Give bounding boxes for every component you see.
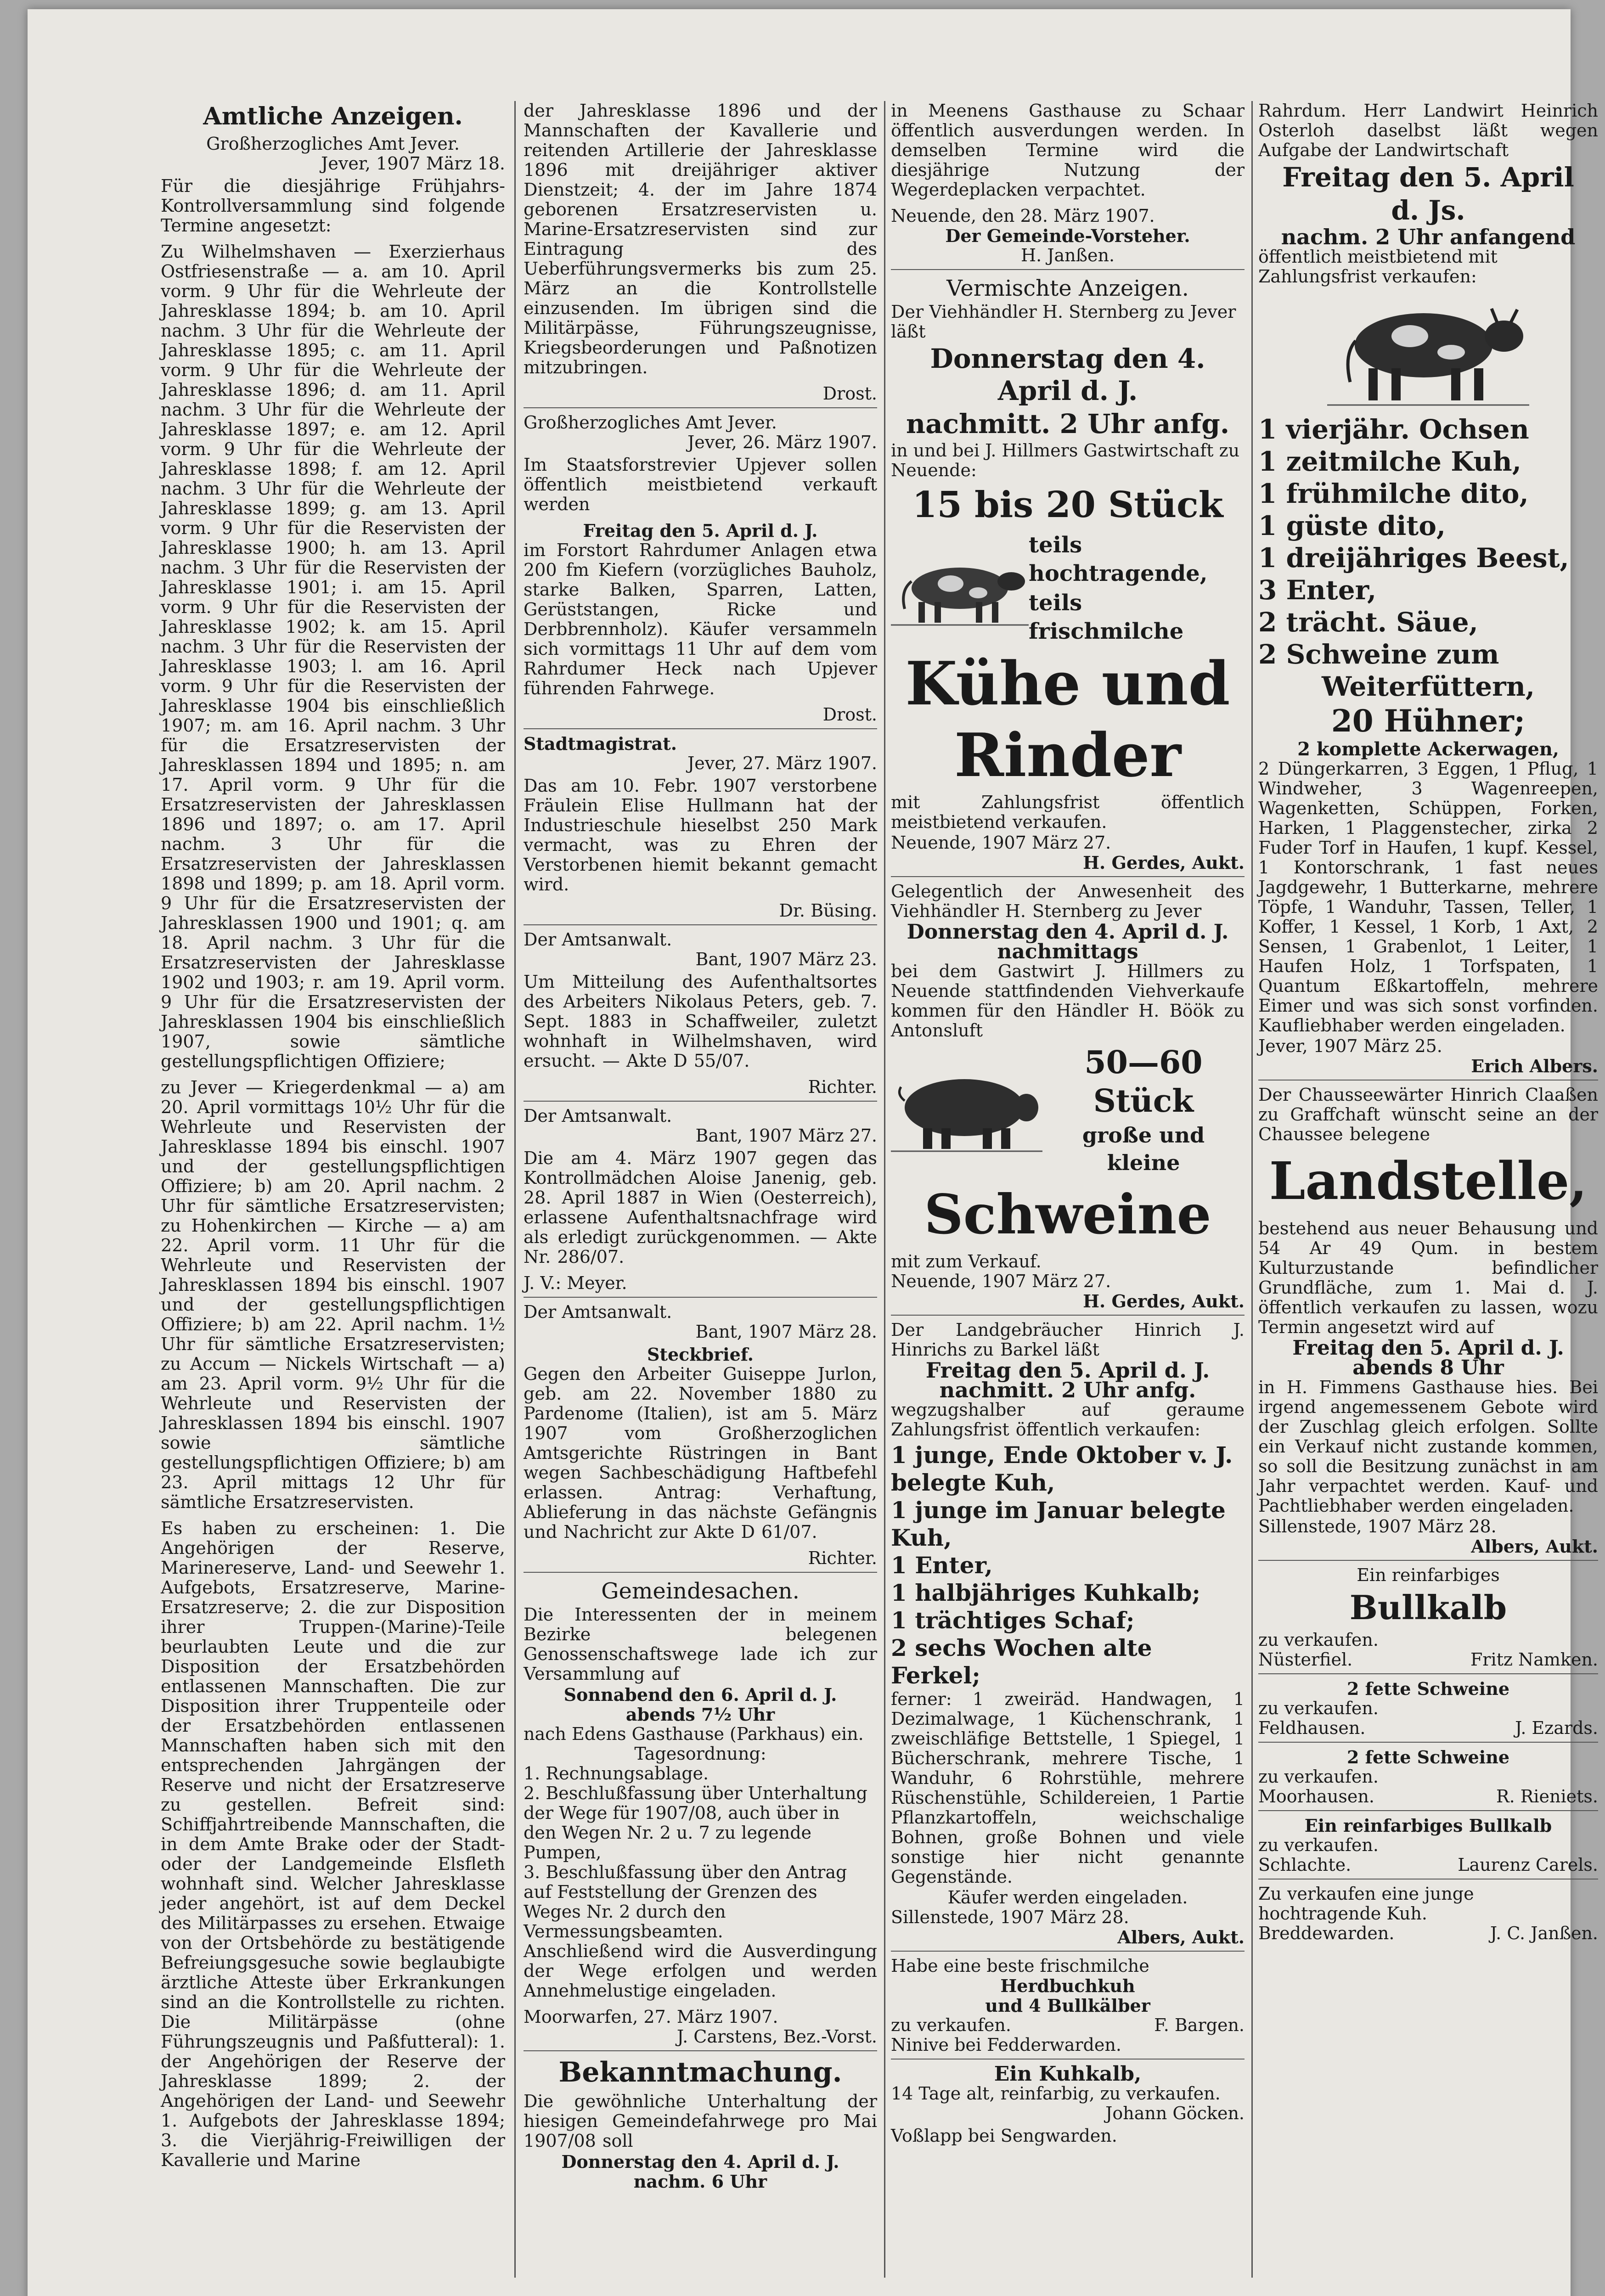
ad-signature: J. Ezards. [1515, 1718, 1598, 1738]
ad-when: nachm. 2 Uhr anfangend [1281, 225, 1576, 249]
ad-place: Moorhausen. [1258, 1786, 1374, 1806]
ad-text: wegzugshalber auf geraume Zahlungsfrist öffentlich verkaufen: [891, 1400, 1245, 1440]
ad-date: Sillenstede, 1907 März 28. [1258, 1516, 1497, 1536]
newspaper-page [28, 9, 1598, 2296]
ad-side-line: große und kleine [1082, 1123, 1205, 1175]
agenda-item: 2. Beschlußfassung über Unterhaltung der Wege für 1907/08, auch über in den Wegen Nr. 2 u. 7 zu legende Pumpen, [524, 1783, 867, 1863]
ad-item: 1 dreijähriges Beest, [1258, 542, 1569, 574]
notice-date: Bant, 1907 März 23. [695, 949, 877, 969]
ad-item: 20 Hühner; [1331, 703, 1526, 739]
ad-signature: Albers, Aukt. [1117, 1927, 1245, 1947]
ad-when: abends 8 Uhr [1352, 1356, 1504, 1379]
separator [891, 1951, 1245, 1952]
ad-headline: Bullkalb [1349, 1588, 1507, 1627]
section-heading: Vermischte Anzeigen. [946, 276, 1189, 301]
notice-when: Freitag den 5. April d. J. [583, 520, 818, 541]
ad-item: 2 Schweine zum [1258, 639, 1499, 670]
notice-heading: Der Amtsanwalt. [524, 1106, 672, 1126]
ad-headline: Landstelle, [1269, 1151, 1588, 1211]
ad-text: öffentlich meistbietend mit Zahlungsfrist verkaufen: [1258, 247, 1498, 287]
ad-signature: H. Gerdes, Aukt. [1083, 852, 1245, 873]
notice-signature: Drost. [822, 704, 877, 725]
notice-text: Gegen den Arbeiter Guiseppe Jurlon, geb. am 22. November 1880 zu Pardenome (Italien), ist am 5. März 1907 vom Großherzoglichen Amtsgerichte Rüstringen in Bant wegen Sachbeschädigung Haftbefehl erlassen. Antrag: Verhaftung, Ablieferung in das nächste Gefängnis und Nachricht zur Akte D 61/07. [524, 1364, 877, 1542]
notice-heading: Der Amtsanwalt. [524, 1302, 672, 1322]
separator [524, 407, 877, 408]
notice-place: nach Edens Gasthause (Parkhaus) ein. [524, 1724, 864, 1744]
separator [524, 728, 877, 729]
notice-when: Donnerstag den 4. April d. J. [561, 2151, 839, 2172]
ad-item: 1 frühmilche dito, [1258, 478, 1529, 509]
notice-text: Um Mitteilung des Aufenthaltsortes des Arbeiters Nikolaus Peters, geb. 7. Sept. 1883 in Schaffweiler, zuletzt wohnhaft in Wilhelmshaven, wird ersucht. — Akte D 55/07. [524, 972, 877, 1071]
separator [524, 1297, 877, 1298]
ad-text: Rahrdum. Herr Landwirt Heinrich Osterloh daselbst läßt wegen Aufgabe der Landwirtschaft [1258, 101, 1598, 160]
separator [891, 2059, 1245, 2060]
notice-when: Sonnabend den 6. April d. J. [563, 1684, 837, 1705]
ad-signature: Johann Göcken. [1105, 2103, 1245, 2123]
ad-place: Nüsterfiel. [1258, 1649, 1353, 1670]
ad-date: Sillenstede, 1907 März 28. [891, 1907, 1129, 1927]
ad-text: Käufer werden eingeladen. [947, 1887, 1188, 1908]
ad-place: Ninive bei Fedderwarden. [891, 2035, 1121, 2055]
separator [1258, 1742, 1598, 1743]
ad-when: Freitag den 5. April d. J. [925, 1358, 1210, 1383]
ad-item: 1 halbjähriges Kuhkalb; [891, 1579, 1200, 1606]
ad-item: 2 sechs Wochen alte Ferkel; [891, 1634, 1152, 1689]
ad-text: zu verkaufen. [1258, 1835, 1379, 1855]
notice-text: im Forstort Rahrdumer Anlagen etwa 200 fm Kiefern (vorzügliches Bauholz, starke Balken, Sparren, Latten, Gerüststangen, Ricke und Derbbrennholz). Käufer versammeln sich vormittags 11 Uhr auf dem vom Rahrdumer Heck nach Upjever führenden Fahrwege. [524, 540, 877, 698]
section-heading: Amtliche Anzeigen. [203, 102, 463, 130]
notice-heading: Der Amtsanwalt. [524, 929, 672, 950]
ad-place: Voßlapp bei Sengwarden. [891, 2126, 1117, 2146]
notice-signature: J. Carstens, Bez.-Vorst. [676, 2026, 877, 2047]
ad-item: Weiterfüttern, [1321, 671, 1535, 702]
notice-signature: Drost. [822, 383, 877, 404]
agenda-heading: Tagesordnung: [634, 1744, 766, 1764]
ad-text: Der Viehhändler H. Sternberg zu Jever läßt [891, 302, 1236, 342]
ad-footer-row [1258, 1650, 1598, 1670]
ad-item: 3 Enter, [1258, 574, 1377, 606]
separator [891, 1315, 1245, 1316]
ad-text: 2 Düngerkarren, 3 Eggen, 1 Pflug, 1 Windweher, 3 Wagenreepen, Wagenketten, Schüppen, Forken, Harken, 1 Plaggenstecher, zirka 2 Fuder Torf in Haufen, 1 kupf. Kessel, 1 Kontorschrank, 1 fast neues Jagdgewehr, 1 Butterkarne, mehrere Töpfe, 1 Wanduhr, Tassen, Teller, 1 Koffer, 1 Kessel, 1 Korb, 1 Axt, 2 Sensen, 1 Grabenlot, 1 Leiter, 1 Haufen Holz, 1 Torfspaten, 1 Quantum Eßkartoffeln, mehrere Eimer und was sich sonst vorfinden. Kaufliebhaber werden eingeladen. [1258, 759, 1598, 1035]
notice-when: abends 7½ Uhr [625, 1704, 775, 1725]
ad-when: nachmitt. 2 Uhr anfg. [906, 408, 1230, 439]
ad-when: Donnerstag den 4. April d. J. [907, 920, 1229, 944]
ad-signature: Fritz Namken. [1470, 1649, 1598, 1670]
ad-text: Ein reinfarbiges [1357, 1565, 1500, 1585]
ad-text: zu verkaufen. [1258, 1767, 1379, 1787]
separator [891, 876, 1245, 877]
ad-highlight: Herdbuchkuh [1000, 1975, 1135, 1996]
ox-icon [1327, 290, 1529, 410]
ad-text: Der Chausseewärter Hinrich Claaßen zu Graffchaft wünscht seine an der Chaussee belegene [1258, 1085, 1598, 1144]
ad-signature: J. C. Janßen. [1490, 1923, 1598, 1943]
ad-headline: Kühe und [905, 648, 1230, 719]
ad-quantity: 50—60 Stück [1084, 1044, 1203, 1120]
agenda-item: 1. Rechnungsablage. [524, 1763, 709, 1784]
ad-text: Der Landgebräucher Hinrich J. Hinrichs zu Barkel läßt [891, 1320, 1245, 1360]
notice-heading: Stadtmagistrat. [524, 733, 677, 754]
ad-signature: R. Rieniets. [1496, 1786, 1598, 1806]
ad-item: 1 güste dito, [1258, 510, 1446, 541]
ad-quantity: 15 bis 20 Stück [912, 484, 1223, 526]
ad-date: Jever, 1907 März 25. [1258, 1036, 1442, 1056]
ad-footer-row [1258, 1787, 1598, 1806]
notice-text: in Meenens Gasthause zu Schaar öffentlich ausverdungen werden. In demselben Termine wird die diesjährige Nutzung der Wegerdeplacken verpachtet. [891, 101, 1245, 200]
notice-date: Jever, 26. März 1907. [687, 432, 877, 452]
notice-text: Die gewöhnliche Unterhaltung der hiesigen Gemeindefahrwege pro Mai 1907/08 soll [524, 2091, 877, 2151]
ad-headline: Rinder [954, 720, 1182, 790]
notice-date: Bant, 1907 März 27. [695, 1125, 877, 1146]
ad-item: 2 trächt. Säue, [1258, 607, 1478, 638]
ad-headline: Schweine [924, 1182, 1211, 1246]
office-name: Großherzogliches Amt Jever. [524, 412, 777, 433]
notice-text: Im Staatsforstrevier Upjever sollen öffentlich meistbietend verkauft werden [524, 455, 877, 514]
ad-date: Neuende, 1907 März 27. [891, 833, 1111, 853]
ad-side-line: teils hochtragende, [1029, 532, 1208, 586]
ad-item: 1 trächtiges Schaf; [891, 1607, 1135, 1634]
ad-text: zu verkaufen. [1258, 1698, 1379, 1718]
separator [1258, 1879, 1598, 1880]
ad-signature: Laurenz Carels. [1458, 1855, 1598, 1875]
notice-jever: zu Jever — Kriegerdenkmal — a) am 20. April vormittags 10½ Uhr für die Wehrleute und Reservisten der Jahresklasse 1894 bis einschl. 1907 und der gestellungspflichtigen Offiziere; b) am 20. April nachm. 2 Uhr für sämtliche Ersatzreservisten; zu Hohenkirchen — Kirche — a) am 22. April vorm. 11 Uhr für die Wehrleute und Reservisten der Jahresklassen 1894 bis einschl. 1907 und der gestellungspflichtigen Offiziere; b) am 22. April nachm. 1½ Uhr für sämtliche Ersatzreservisten; zu Accum — Nickels Wirtschaft — a) am 23. April vorm. 9½ Uhr für die Wehrleute und Reservisten der Jahresklassen 1894 bis einschl. 1907 sowie sämtliche gestellungspflichtigen Offiziere; b) am 23. April mittags 12 Uhr für sämtliche Ersatzreservisten. [161, 1077, 505, 1512]
ad-signature: Albers, Aukt. [1471, 1536, 1598, 1557]
notice-text: Das am 10. Febr. 1907 verstorbene Fräulein Elise Hullmann hat der Industrieschule hieselbst 250 Mark vermacht, was zu Ehren der Verstorbenen hiemit bekannt gemacht wird. [524, 776, 877, 895]
notice-signature: Dr. Büsing. [779, 900, 877, 921]
ad-footer-row [891, 2015, 1245, 2035]
column-rule [514, 101, 516, 2278]
ad-text: Gelegentlich der Anwesenheit des Viehhändler H. Sternberg zu Jever [891, 881, 1245, 921]
notice-date: Neuende, den 28. März 1907. [891, 206, 1155, 226]
notice-signature: Richter. [808, 1548, 877, 1568]
separator [1258, 1560, 1598, 1561]
ad-heading: 2 fette Schweine [1346, 1678, 1510, 1699]
ad-footer-row [1258, 1924, 1598, 1943]
separator [524, 2050, 877, 2051]
separator [1258, 1810, 1598, 1811]
ad-item: 1 vierjähr. Ochsen [1258, 414, 1529, 445]
ad-item: 1 junge im Januar belegte Kuh, [891, 1497, 1226, 1551]
ad-text: Habe eine beste frischmilche [891, 1956, 1149, 1976]
ad-when: Freitag den 5. April d. J. [1292, 1336, 1564, 1360]
notice-text: Anschließend wird die Ausverdingung der Wege erfolgen und werden Annehmelustige eingeladen. [524, 1941, 877, 2001]
ad-text: in H. Fimmens Gasthause hies. Bei irgend angemessenem Gebote wird der Zuschlag gleich erfolgen. Sollte ein Verkauf nicht zustande kommen, so soll die Besitzung zunächst in am Jahr verpachtet werden. Kauf- und Pachtliebhaber werden eingeladen. [1258, 1377, 1598, 1516]
notice-signature: H. Janßen. [1020, 245, 1115, 265]
ad-when: d. Js. [1391, 195, 1465, 226]
ad-text: 14 Tage alt, reinfarbig, zu verkaufen. [891, 2083, 1221, 2104]
ad-text: zu verkaufen. [1258, 1630, 1379, 1650]
agenda-item: 3. Beschlußfassung über den Antrag auf Feststellung der Grenzen des Weges Nr. 2 durch den Vermessungsbeamten. [524, 1862, 847, 1941]
section-heading: Bekanntmachung. [558, 2056, 842, 2088]
column-rule [1251, 101, 1253, 2278]
ad-highlight: und 4 Bullkälber [985, 1995, 1150, 2016]
ad-signature: F. Bargen. [1154, 2015, 1245, 2035]
ad-place: Feldhausen. [1258, 1718, 1366, 1738]
ad-text: in und bei J. Hillmers Gastwirtschaft zu Neuende: [891, 440, 1240, 480]
ad-highlight: 2 komplette Ackerwagen, [1297, 738, 1559, 760]
ad-text: zu verkaufen. [891, 2015, 1011, 2035]
ad-date: Neuende, 1907 März 27. [891, 1271, 1111, 1291]
ad-footer-row [1258, 1855, 1598, 1875]
notice-continuation: der Jahresklasse 1896 und der Mannschaften der Kavallerie und reitenden Artillerie der Jahresklasse 1896 mit dreijähriger aktiver Dienstzeit; 4. der im Jahre 1874 geborenen Ersatzreservisten u. Marine-Ersatzreservisten sind zur Eintragung des Ueberführungsvermerks bis zum 25. März an die Kontrollstelle einzusenden. Im übrigen sind die Militärpässe, Führungszeugnisse, Kriegsbeorderungen und Paßnotizen mitzubringen. [524, 101, 877, 377]
notice-wilhelmshaven: Zu Wilhelmshaven — Exerzierhaus Ostfriesenstraße — a. am 10. April vorm. 9 Uhr für die Wehrleute der Jahresklasse 1894; b. am 10. April nachm. 3 Uhr für die Wehrleute der Jahresklasse 1895; c. am 11. April vorm. 9 Uhr für die Wehrleute der Jahresklasse 1896; d. am 11. April nachm. 3 Uhr für die Wehrleute der Jahresklasse 1897; e. am 12. April vorm. 9 Uhr für die Wehrleute der Jahresklasse 1898; f. am 12. April nachm. 3 Uhr für die Wehrleute der Jahresklasse 1899; g. am 13. April vorm. 9 Uhr für die Reservisten der Jahresklasse 1900; h. am 13. April nachm. 3 Uhr für die Reservisten der Jahresklasse 1901; i. am 15. April vorm. 9 Uhr für die Reservisten der Jahresklasse 1902; k. am 15. April nachm. 3 Uhr für die Reservisten der Jahresklasse 1903; l. am 16. April vorm. 9 Uhr für die Reservisten der Jahresklasse 1904 bis einschließlich 1907; m. am 16. April nachm. 3 Uhr für die Ersatzreservisten der Jahresklassen 1894 und 1895; n. am 17. April vorm. 9 Uhr für die Ersatzreservisten der Jahresklassen 1896 und 1897; o. am 17. April nachm. 3 Uhr für die Ersatzreservisten der Jahresklassen 1898 und 1899; p. am 18. April vorm. 9 Uhr für die Ersatzreservisten der Jahresklassen 1900 und 1901; q. am 18. April nachm. 3 Uhr für die Ersatzreservisten der Jahresklasse 1902 und 1903; r. am 19. April vorm. 9 Uhr für die Ersatzreservisten der Jahresklassen 1904 bis einschließlich 1907, sowie sämtliche gestellungspflichtigen Offiziere; [161, 242, 505, 1071]
column-2 [524, 101, 877, 2296]
notice-erscheinen: Es haben zu erscheinen: 1. Die Angehörigen der Reserve, Marinereserve, Land- und Seewehr 1. Aufgebots, Ersatzreserve, Marine-Ersatzreserve; 2. die zur Disposition ihrer Truppen-(Marine)-Teile beurlaubten Leute und die zur Disposition der Ersatzbehörden entlassenen Mannschaften. Die zur Disposition ihrer Truppenteile oder der Ersatzbehörden entlassenen Mannschaften haben sich mit den entsprechenden Jahrgängen der Reserve und nicht der Ersatzreserve zu gestellen. Befreit sind: Schiffjahrtreibende Mannschaften, die in dem Amte Brake oder der Stadt- oder der Landgemeinde Elsfleth wohnhaft sind. Welcher Jahresklasse jeder angehört, ist auf dem Deckel des Militärpasses zu ersehen. Etwaige von der Ortsbehörde zu bestätigende Befreiungsgesuche sowie beglaubigte ärztliche Atteste über Erkrankungen sind an die Kontrollstelle zu richten. Die Militärpässe (ohne Führungszeugnis und Paßfutteral): 1. der Angehörigen der Reserve der Jahresklasse 1899; 2. der Angehörigen der Land- und Seewehr 1. Aufgebots der Jahresklasse 1894; 3. die Vierjährig-Freiwilligen der Kavallerie und Marine [161, 1518, 505, 2170]
notice-title: Steckbrief. [647, 1344, 754, 1365]
ad-text: bei dem Gastwirt J. Hillmers zu Neuende stattfindenden Viehverkaufe kommen für den Händler H. Böök zu Antonsluft [891, 961, 1245, 1041]
cow-icon [891, 549, 1029, 627]
ad-signature: H. Gerdes, Aukt. [1083, 1291, 1245, 1311]
notice-intro: Für die diesjährige Frühjahrs-Kontrollversammlung sind folgende Termine angesetzt: [161, 176, 505, 236]
ad-side-line: teils frischmilche [1029, 590, 1184, 644]
ad-text: ferner: 1 zweiräd. Handwagen, 1 Dezimalwage, 1 Küchenschrank, 1 zweischläfige Bettstelle, 1 Spiegel, 1 Bücherschrank, mehrere Tische, 1 Wanduhr, 6 Rohrstühle, mehrere Rüschenstühle, Schildereien, 1 Partie Pflanzkartoffeln, weichschalige Bohnen, große Bohnen und viele sonstige hier nicht genannte Gegenstände. [891, 1689, 1245, 1887]
ad-when: Donnerstag den 4. April d. J. [930, 343, 1205, 406]
ad-place: Schlachte. [1258, 1855, 1352, 1875]
ad-heading: Ein reinfarbiges Bullkalb [1304, 1815, 1552, 1836]
notice-signature: Der Gemeinde-Vorsteher. [945, 225, 1190, 246]
ad-item: 1 junge, Ende Oktober v. J. belegte Kuh, [891, 1441, 1233, 1496]
notice-date: Bant, 1907 März 28. [695, 1322, 877, 1342]
ad-place: Breddewarden. [1258, 1923, 1395, 1943]
separator [891, 269, 1245, 270]
ad-footer-row [1258, 1718, 1598, 1738]
column-4 [1258, 101, 1598, 2296]
separator [524, 1101, 877, 1102]
ad-side-text [1029, 530, 1245, 647]
ad-picture-row [891, 530, 1245, 647]
notice-signature: J. V.: Meyer. [524, 1273, 627, 1293]
ad-item: 1 Enter, [891, 1552, 993, 1579]
notice-date: Moorwarfen, 27. März 1907. [524, 2007, 778, 2027]
separator [1258, 1673, 1598, 1674]
ad-heading: 2 fette Schweine [1346, 1747, 1510, 1767]
pig-icon [891, 1064, 1042, 1156]
ad-text: mit Zahlungsfrist öffentlich meistbietend verkaufen. [891, 792, 1245, 832]
ad-picture-row [891, 1042, 1245, 1177]
column-1 [161, 101, 505, 2296]
ad-side-text [1042, 1042, 1245, 1177]
ad-text: mit zum Verkauf. [891, 1251, 1042, 1272]
ad-when: nachmittags [997, 940, 1138, 963]
notice-signature: Richter. [808, 1077, 877, 1097]
ad-text: Zu verkaufen eine junge hochtragende Kuh. [1258, 1884, 1474, 1924]
ad-text: bestehend aus neuer Behausung und 54 Ar 49 Qum. in bestem Kulturzustande befindlicher Grundfläche, zum 1. Mai d. J. öffentlich verkaufen zu lassen, wozu Termin angesetzt wird auf [1258, 1218, 1598, 1337]
separator [524, 1572, 877, 1573]
separator [524, 924, 877, 925]
notice-text: Die am 4. März 1907 gegen das Kontrollmädchen Aloise Janenig, geb. 28. April 1887 in Wien (Oesterreich), erlassene Aufenthaltsnachfrage wird als erledigt zurückgenommen. — Akte Nr. 286/07. [524, 1148, 877, 1267]
ad-heading: Ein Kuhkalb, [994, 2062, 1142, 2086]
notice-when: nachm. 6 Uhr [633, 2171, 767, 2192]
ad-when: Freitag den 5. April [1282, 162, 1574, 193]
ad-item: 1 zeitmilche Kuh, [1258, 446, 1521, 477]
ad-signature: Erich Albers. [1471, 1056, 1598, 1076]
notice-date: Jever, 1907 März 18. [321, 153, 505, 174]
office-name: Großherzogliches Amt Jever. [206, 134, 460, 154]
section-heading: Gemeindesachen. [601, 1578, 800, 1604]
column-rule [884, 101, 885, 2278]
ad-when: nachmitt. 2 Uhr anfg. [939, 1378, 1196, 1402]
notice-date: Jever, 27. März 1907. [687, 753, 877, 773]
column-3 [891, 101, 1245, 2296]
notice-text: Die Interessenten der in meinem Bezirke belegenen Genossenschaftswege lade ich zur Versammlung auf [524, 1604, 877, 1684]
